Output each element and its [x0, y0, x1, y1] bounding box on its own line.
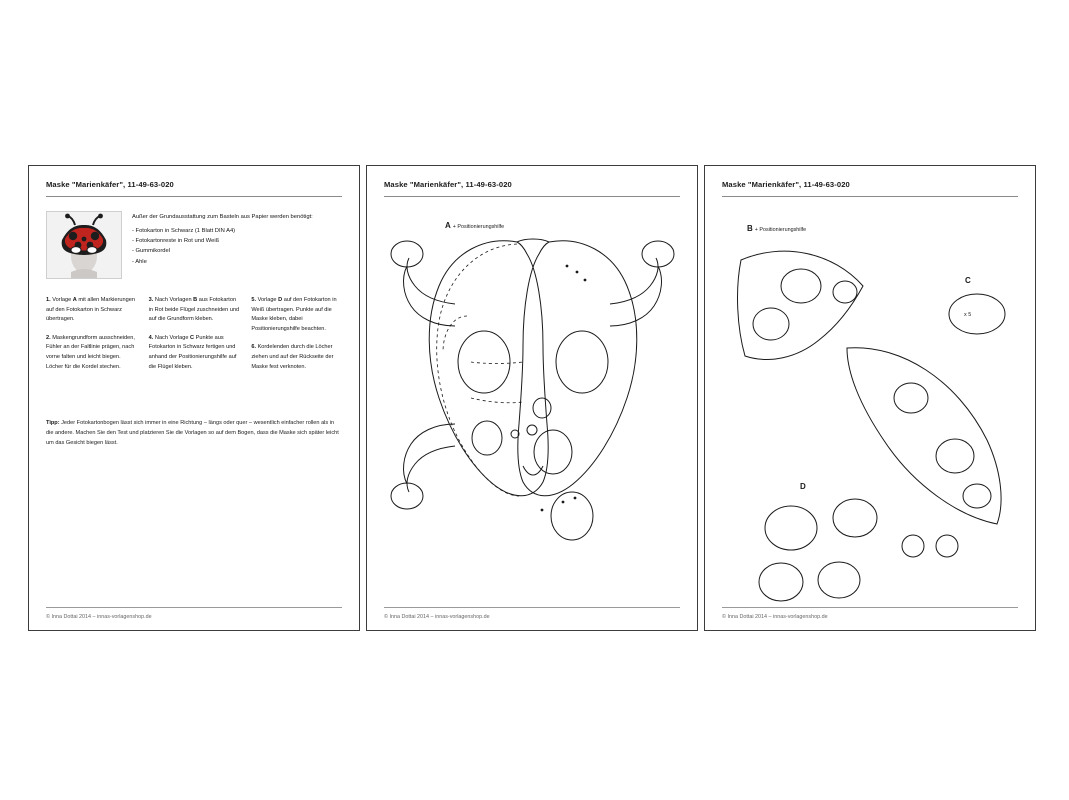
- part-letter: B: [747, 224, 753, 233]
- template-bcd-drawing: [705, 166, 1037, 632]
- ladybug-mask-photo-icon: [47, 212, 121, 278]
- page-template-a: [366, 165, 698, 631]
- footer-copyright: © Inna Dottai 2014 – innas-vorlagenshop.de: [384, 614, 490, 620]
- instruction-step: 2. Maskengrundform ausschneiden, Fühler an der Faltlinie prägen, nach vorne falten und leicht biegen. Löcher für die Kordel stechen.: [46, 334, 135, 370]
- part-label-a: [445, 221, 504, 230]
- part-count-c: x 5: [964, 312, 972, 318]
- page-title: Maske "Marienkäfer", 11-49-63-020: [46, 180, 174, 189]
- part-label-c: C: [965, 276, 971, 285]
- part-label-d: D: [800, 482, 806, 491]
- title-divider: [46, 196, 342, 197]
- page-title: Maske "Marienkäfer", 11-49-63-020: [722, 180, 850, 189]
- instruction-column-1: [46, 296, 139, 381]
- part-letter: A: [445, 221, 451, 230]
- footer-divider: [46, 607, 342, 608]
- instruction-step: 5. Vorlage D auf den Fotokarton in Weiß übertragen. Punkte auf die Maske kleben, dabei Positionierungshilfe beachten.: [251, 297, 337, 332]
- part-label-b: [747, 224, 806, 233]
- instruction-columns: [46, 296, 344, 381]
- footer-copyright: © Inna Dottai 2014 – innas-vorlagenshop.de: [46, 614, 152, 620]
- footer-copyright: © Inna Dottai 2014 – innas-vorlagenshop.de: [722, 614, 828, 620]
- material-item: - Ahle: [132, 258, 147, 265]
- part-note: + Positionierungshilfe: [754, 227, 807, 233]
- footer-divider: [384, 607, 680, 608]
- instruction-step: 3. Nach Vorlagen B aus Fotokarton in Rot beide Flügel zuschneiden und auf die Grundform kleben.: [148, 297, 240, 323]
- footer-divider: [722, 607, 1018, 608]
- materials-heading: Außer der Grundausstattung zum Basteln aus Papier werden benötigt:: [132, 214, 313, 220]
- template-a-drawing: [367, 166, 699, 632]
- tip-text: Tipp: Jeder Fotokartonbogen lässt sich immer in eine Richtung – längs oder quer – wesentlich einfacher rollen als in die andere. Machen Sie den Test und platzieren Sie die Vorlagen so auf dem Bogen, dass die Maske sich später leicht um das Gesicht biegen lässt.: [46, 420, 339, 446]
- page-instructions: [28, 165, 360, 631]
- template-sheets: [28, 165, 1036, 631]
- material-item: - Gummikordel: [132, 248, 171, 255]
- instruction-column-3: [251, 296, 344, 381]
- title-divider: [384, 196, 680, 197]
- instruction-step: 1. Vorlage A mit allen Markierungen auf den Fotokarton in Schwarz übertragen.: [46, 297, 135, 323]
- material-item: - Fotokartonreste in Rot und Weiß: [132, 238, 220, 245]
- instruction-step: 6. Kordelenden durch die Löcher ziehen und auf der Rückseite der Maske fest verknoten.: [251, 344, 334, 370]
- title-divider: [722, 196, 1018, 197]
- mask-photo-thumbnail: [46, 211, 122, 279]
- page-title: Maske "Marienkäfer", 11-49-63-020: [384, 180, 512, 189]
- page-template-bcd: [704, 165, 1036, 631]
- material-item: - Fotokarton in Schwarz (1 Blatt DIN A4): [132, 228, 236, 235]
- instruction-step: 4. Nach Vorlage C Punkte aus Fotokarton in Schwarz fertigen und anhand der Positionierungshilfe auf die Flügel kleben.: [148, 334, 237, 370]
- instruction-column-2: [149, 296, 242, 381]
- materials-list: [132, 212, 342, 267]
- part-note: + Positionierungshilfe: [452, 224, 505, 230]
